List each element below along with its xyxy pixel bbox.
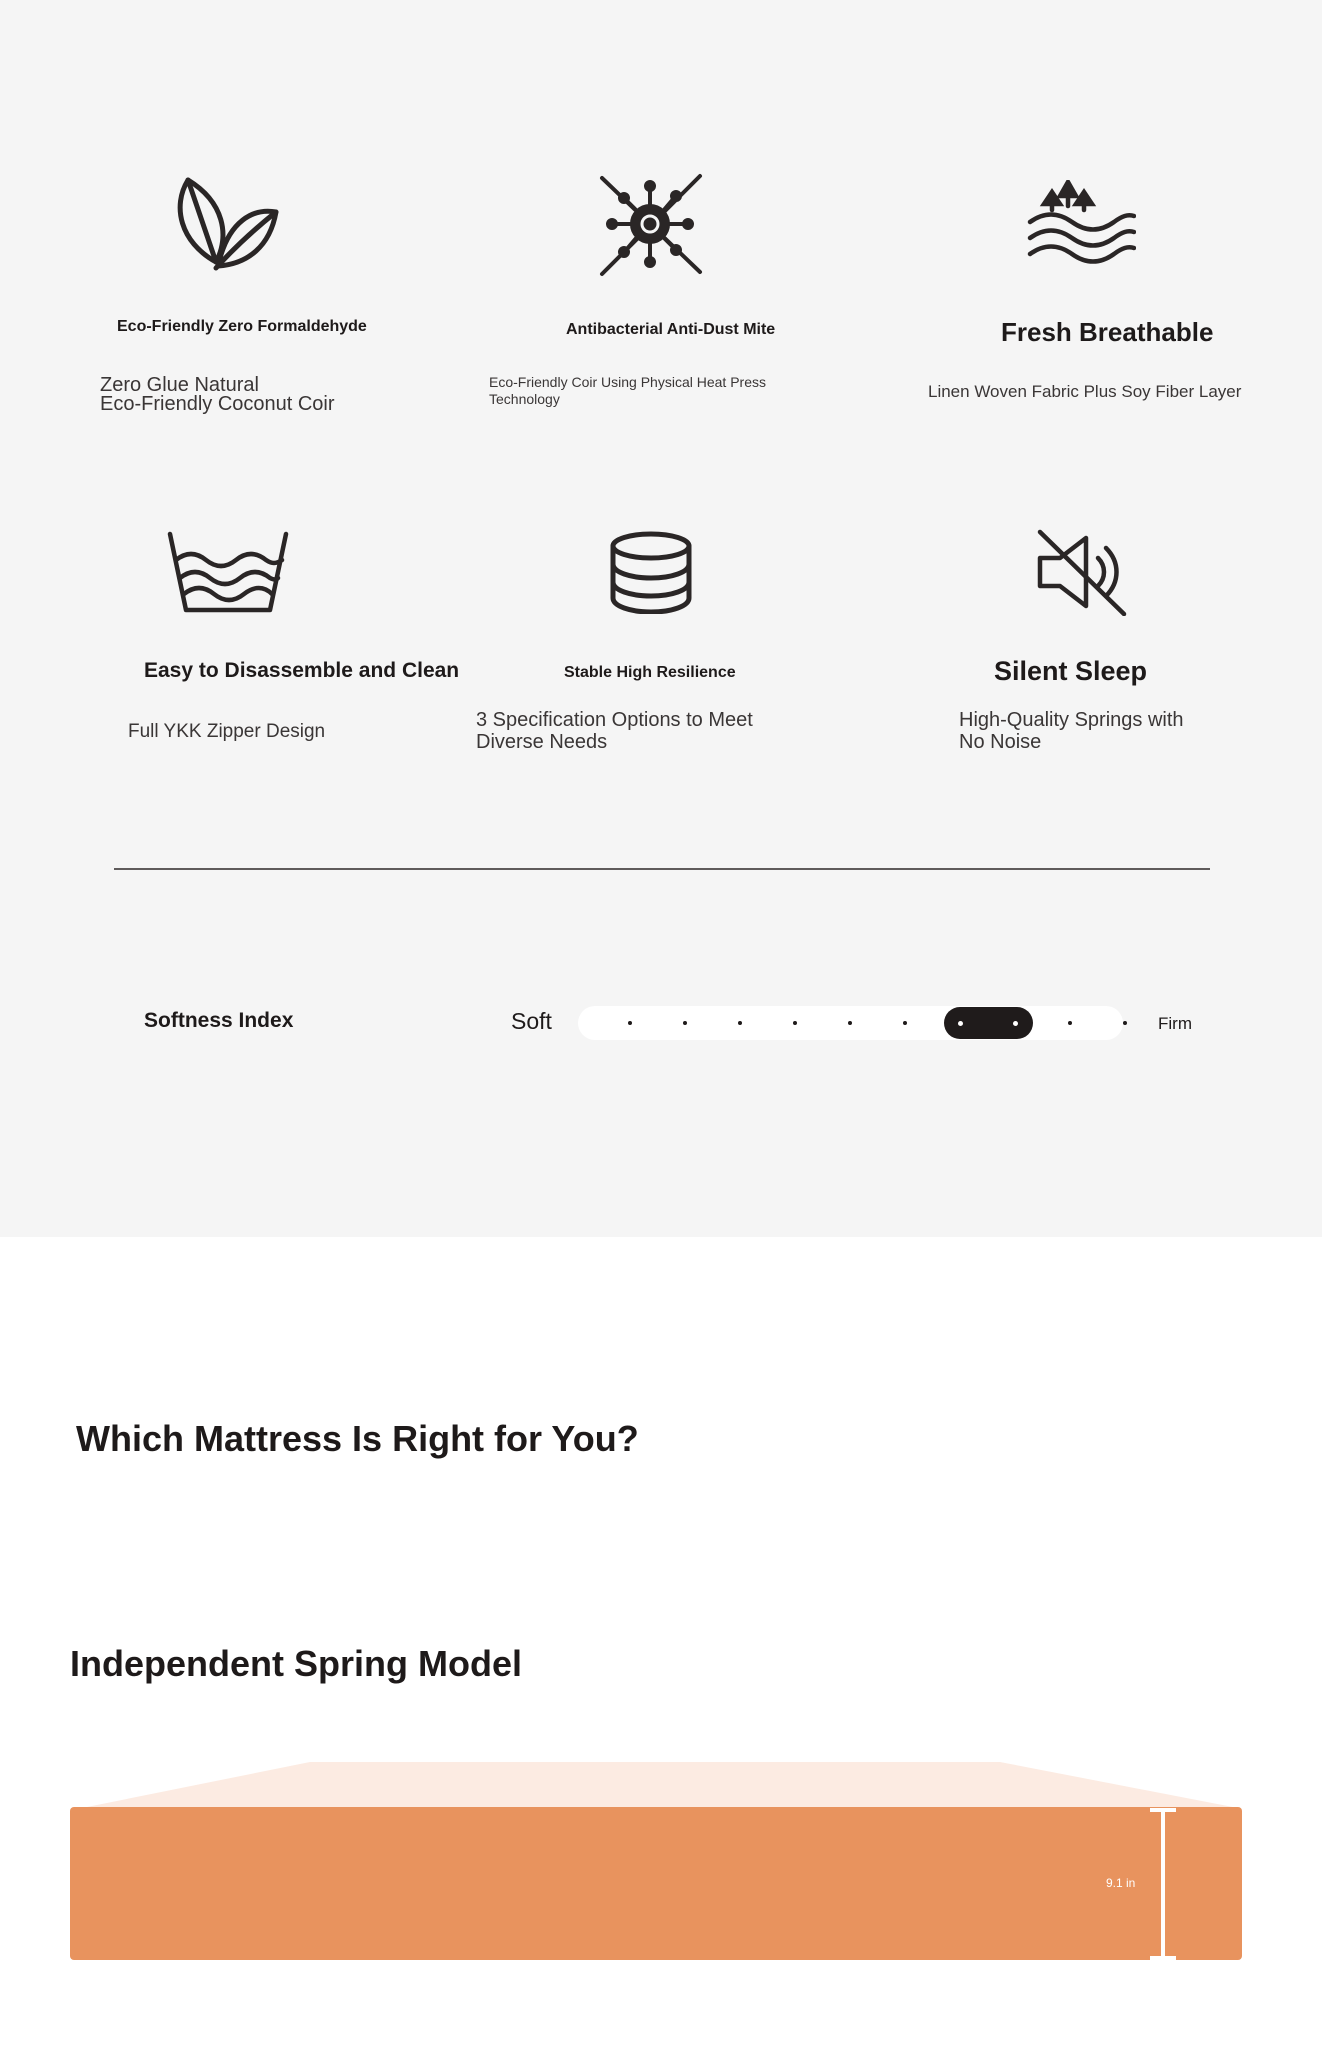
feature-desc-line: Zero Glue Natural	[100, 374, 259, 396]
feature-desc-line: Linen Woven Fabric Plus Soy Fiber Layer	[928, 382, 1242, 401]
feature-title: Antibacterial Anti-Dust Mite	[566, 321, 776, 338]
feature-title: Silent Sleep	[994, 656, 1148, 686]
mute-speaker-icon	[1036, 528, 1128, 616]
softness-max-label: Firm	[1158, 1014, 1192, 1033]
softness-level-dot	[738, 1021, 742, 1025]
section-heading: Which Mattress Is Right for You?	[76, 1418, 639, 1459]
softness-selected-range	[944, 1007, 1033, 1039]
feature-desc-line: 3 Specification Options to Meet	[476, 709, 753, 731]
height-indicator	[1150, 1808, 1176, 1960]
airflow-waves-icon	[1026, 180, 1136, 266]
softness-index-label: Softness Index	[144, 1009, 294, 1032]
feature-title: Fresh Breathable	[1001, 317, 1214, 347]
feature-desc-line: No Noise	[959, 731, 1042, 753]
feature-title: Easy to Disassemble and Clean	[144, 659, 460, 682]
softness-level-dot	[1068, 1021, 1072, 1025]
feature-title: Stable High Resilience	[564, 664, 736, 681]
mattress-body	[70, 1807, 1242, 1960]
softness-level-dot	[1123, 1021, 1127, 1025]
model-title: Independent Spring Model	[70, 1643, 522, 1684]
softness-level-dot	[1013, 1021, 1018, 1026]
softness-level-dot	[793, 1021, 797, 1025]
softness-level-dot	[903, 1021, 907, 1025]
stacked-layers-icon	[608, 530, 694, 614]
mattress-top-layer	[70, 1760, 1242, 1810]
feature-desc-line: Eco-Friendly Coconut Coir	[100, 393, 335, 415]
no-dust-mite-icon	[596, 172, 706, 278]
feature-title: Eco-Friendly Zero Formaldehyde	[117, 318, 367, 335]
mattress-height-label: 9.1 in	[1106, 1876, 1136, 1890]
softness-level-dot	[628, 1021, 632, 1025]
softness-level-dot	[958, 1021, 963, 1026]
feature-desc-line: Technology	[489, 391, 560, 407]
feature-desc-line: Eco-Friendly Coir Using Physical Heat Press	[489, 374, 766, 390]
feature-desc-line: Diverse Needs	[476, 731, 608, 753]
feature-desc-line: High-Quality Springs with	[959, 709, 1184, 731]
softness-level-dot	[683, 1021, 687, 1025]
softness-scale	[578, 1006, 1123, 1040]
section-divider	[114, 868, 1210, 870]
softness-level-dot	[848, 1021, 852, 1025]
washable-icon	[166, 530, 290, 614]
leaf-icon	[176, 176, 280, 272]
feature-desc-line: Full YKK Zipper Design	[128, 721, 326, 742]
softness-min-label: Soft	[511, 1008, 552, 1034]
